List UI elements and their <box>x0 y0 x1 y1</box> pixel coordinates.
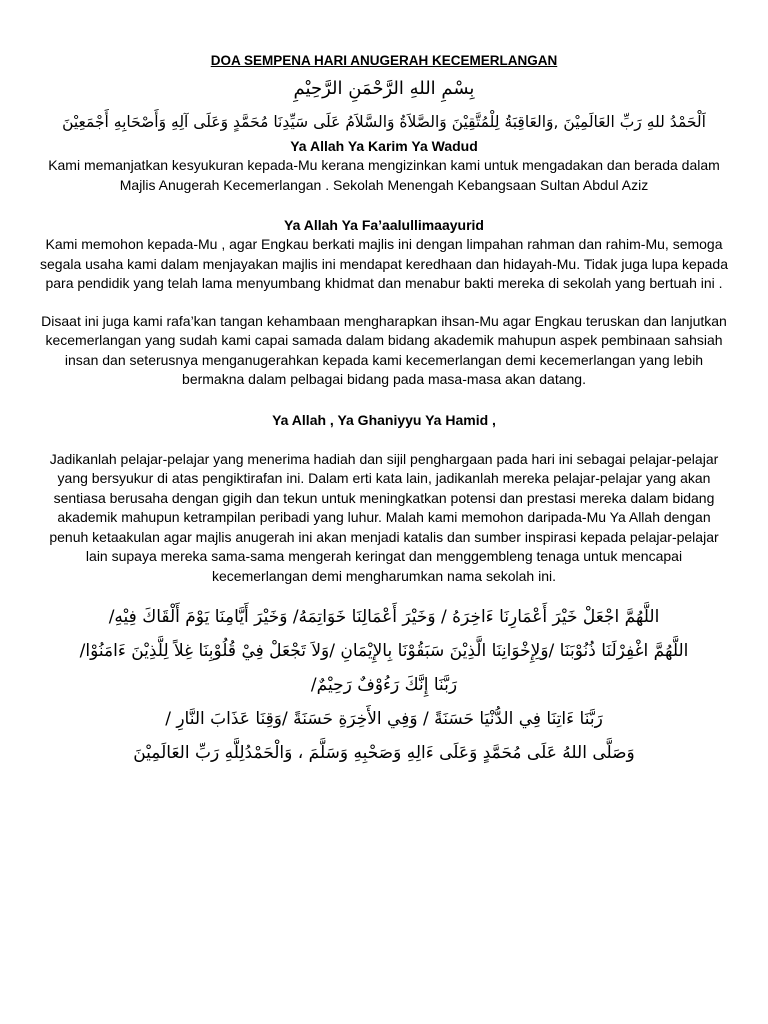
document-page <box>40 52 728 770</box>
section1-heading: Ya Allah Ya Karim Ya Wadud <box>290 138 478 154</box>
section2-paragraph1: Kami memohon kepada-Mu , agar Engkau berkati majlis ini dengan limpahan rahman dan rahim-Mu, semoga segala usaha kami dalam menjayakan majlis ini mendapat keredhaan dan hidayah-Mu. Tidak juga lupa kepada para pendidik yang telah lama menyumbang khidmat dan menabur bakti mereka di sekolah yang bertuah ini . <box>40 236 728 291</box>
spacer <box>40 195 728 215</box>
spacer <box>40 294 728 312</box>
closing-line-1: اللَّهُمَّ اجْعَلْ خَيْرَ أَعْمَارِنَا ءَاخِرَهُ / وَخَيْرَ أَعْمَالِنَا خَوَاتِمَهُ/ وَخَيْرَ أَيَّامِنَا يَوْمَ أَلْقَاكَ فِيْهِ/ <box>108 607 660 627</box>
closing-line-2: اللَّهُمَّ اغْفِرْلَنَا ذُنُوْبَنَا /وَلِإِخْوَانِنَا الَّذِيْنَ سَبَقُوْنَا بِالإِيْمَانِ /وَلاَ تَجْعَلْ فِيْ قُلُوْبِنَا غِلاً لِلَّذِيْنَ ءَامَنُوْا/ <box>79 641 689 661</box>
section3-paragraph: Jadikanlah pelajar-pelajar yang menerima hadiah dan sijil penghargaan pada hari ini sebagai pelajar-pelajar yang bersyukur di atas pengiktirafan ini. Dalam erti kata lain, jadikanlah mereka pelajar-pelajar yang akan sentiasa berusaha dengan gigih dan tekun untuk meningkatkan potensi dan prestasi mereka dalam bidang akademik mahupun ketrampilan peribadi yang luhur. Malah kami memohon daripada-Mu Ya Allah dengan penuh ketaakulan agar majlis anugerah ini akan menjadi katalis dan sumber inspirasi kepada pelajar-pelajar lain supaya mereka sama-sama mengerah keringat dan menggembleng tenaga untuk mencapai kecemerlangan demi mengharumkan nama sekolah ini. <box>49 450 719 584</box>
section1-line1: Kami memanjatkan kesyukuran kepada-Mu kerana mengizinkan kami untuk mengadakan dan berada dalam <box>48 157 720 173</box>
section3-heading: Ya Allah , Ya Ghaniyyu Ya Hamid , <box>272 411 496 428</box>
section2-heading: Ya Allah Ya Fa’aalullimaayurid <box>284 217 484 233</box>
closing-line-5: وَصَلَّى اللهُ عَلَى مُحَمَّدٍ وَعَلَى ءَالِهِ وَصَحْبِهِ وَسَلَّمَ ، وَالْحَمْدُلِلَّهِ رَبِّ العَالَمِيْنَ <box>133 743 635 763</box>
closing-line-4: رَبَّنَا ءَاتِنَا فِي الدُّنْيَا حَسَنَةً / وَفِي الأَخِرَةِ حَسَنَةً /وَقِنَا عَذَابَ النَّارِ / <box>165 709 603 729</box>
opening-praise: اَلْحَمْدُ للهِ رَبِّ العَالَمِيْنَ ,وَالعَاقِبَةُ لِلْمُتَّقِيْنَ وَالصَّلاَةُ وَالسَّلاَمُ عَلَى سَيِّدِنَا مُحَمَّدٍ وَعَلَى آلِهِ وَأَصْحَابِهِ أَجْمَعِيْنَ <box>62 113 706 131</box>
document-title: DOA SEMPENA HARI ANUGERAH KECEMERLANGAN <box>210 53 558 68</box>
closing-line-3: رَبَّنَا إِنَّكَ رَءُوْفٌ رَحِيْمٌ/ <box>310 675 458 695</box>
basmalah: بِسْمِ اللهِ الرَّحْمَنِ الرَّحِيْمِ <box>293 78 475 99</box>
spacer <box>40 430 728 450</box>
section2-paragraph2: Disaat ini juga kami rafa’kan tangan kehambaan mengharapkan ihsan-Mu agar Engkau teruskan dan lanjutkan kecemerlangan yang sudah kami capai samada dalam bidang akademik mahupun aspek pembinaan sahsiah insan dan seterusnya menganugerahkan kepada kami kecemerlangan demi kecemerlangan yang lebih bermakna dalam pelbagai bidang pada masa-masa akan datang. <box>41 312 727 387</box>
section1-line2: Majlis Anugerah Kecemerlangan . Sekolah Menengah Kebangsaan Sultan Abdul Aziz <box>119 176 649 193</box>
spacer <box>40 390 728 410</box>
closing-prayer <box>40 600 728 770</box>
